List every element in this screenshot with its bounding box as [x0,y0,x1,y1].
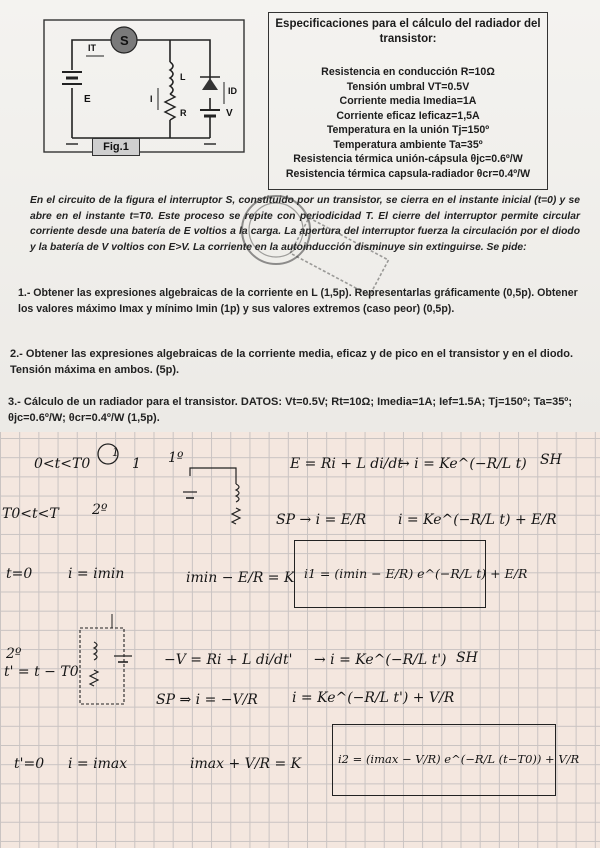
question-2: 2.- Obtener las expresiones algebraicas de la corriente media, eficaz y de pico en el transistor y en el diodo. Tensión máxima en ambos. (5p). [10,348,574,376]
step-2b: 2º [6,646,22,662]
spec-item: Resistencia térmica capsula-radiador θcr=0.4º/W [285,167,531,180]
circuit-1-number: 1º [168,450,184,466]
figure-caption: Fig.1 [92,138,140,156]
question-3: 3.- Cálculo de un radiador para el transistor. DATOS: Vt=0.5V; Rt=10Ω; Imedia=1A; Ief=1.5A; Tj=150º; Ta=35º; θjc=0.6º/W; θcr=0.4º/W (1,5p). [8,396,572,424]
current-t-label: IT [88,43,96,53]
initial-condition-1: i = imin [68,566,125,582]
source-e-label: E [84,94,91,105]
initial-condition-2: i = imax [68,756,128,772]
marker-number: 1 [112,446,119,459]
specs-box [268,12,548,190]
particular-solution-1: SP → i = E/R [276,512,367,528]
homogeneous-tag-1: SH [540,452,562,468]
ode-1: E = Ri + L di/dt [290,456,403,472]
current-i-label: I [150,94,153,104]
step-1: 1 [132,456,141,472]
time-shift: t' = t − T0 [4,664,79,680]
stamp-overlay [224,186,394,306]
homogeneous-tag-2: SH [456,650,478,666]
spec-item: Corriente media Imedia=1A [339,95,477,107]
specs-list [269,65,547,181]
diode-symbol [202,78,218,90]
solution-1: → i = Ke^(−R/L t) [398,456,527,472]
general-solution-2: i = Ke^(−R/L t') + V/R [292,690,455,706]
spec-item: Temperatura ambiente Ta=35º [333,138,483,151]
spec-item: Corriente eficaz Ieficaz=1,5A [336,109,480,122]
result-current-2: i2 = (imax − V/R) e^(−R/L (t−T0)) + V/R [338,752,580,766]
handwritten-notes [0,432,600,848]
general-solution-1: i = Ke^(−R/L t) + E/R [398,512,557,528]
circuit-figure [42,18,248,168]
spec-item: Temperatura en la unión Tj=150º [326,124,490,136]
spec-item: Resistencia térmica unión-cápsula θjc=0.6º/W [293,153,523,165]
resistor-label: R [180,108,187,118]
spec-item: Tensión umbral VT=0.5V [346,80,470,93]
step-2: 2º [92,502,108,518]
result-current-1: i1 = (imin − E/R) e^(−R/L t) + E/R [304,566,528,581]
ode-2: −V = Ri + L di/dt' [164,652,293,668]
initial-time-2: t'=0 [14,756,45,772]
inductor-label: L [180,72,186,82]
initial-time-1: t=0 [6,566,33,582]
specs-title: Especificaciones para el cálculo del radiador del transistor: [275,18,541,45]
particular-solution-2: SP ⇒ i = −V/R [156,692,258,708]
solution-2: → i = Ke^(−R/L t') [314,652,447,668]
current-d-label: ID [228,86,237,96]
interval-1: 0<t<T0 [34,456,91,472]
problem-statement: En el circuito de la figura el interruptor S, constituido por un transistor, se cierra en el instante inicial (t=0) y se abre en el instante t=T0. Este proceso se repite con periodicidad T. El cierre del interruptor permite circular corriente desde una batería de E voltios a la carga. La apertura del interruptor fuerza la circulación por el diodo y la batería de V voltios con E>V. La corriente en la autoinducción disminuye sin extinguirse. Se pide: [30,195,580,253]
resistor-symbol [165,94,175,120]
switch-label: S [120,33,129,48]
interval-2: T0<t<T [2,506,59,522]
question-1: 1.- Obtener las expresiones algebraicas de la corriente en L (1,5p). Representarlas gráficamente (0,5p). Obtener los valores máximo Imax y mínimo Imin (1p) y sus valores extremos (caso peor) (0,5p). [18,287,578,315]
source-v-label: V [226,108,233,119]
inductor-symbol [170,62,173,94]
constant-k-1: imin − E/R = K [186,570,295,586]
spec-item: Resistencia en conducción R=10Ω [321,66,495,78]
constant-k-2: imax + V/R = K [190,756,302,772]
